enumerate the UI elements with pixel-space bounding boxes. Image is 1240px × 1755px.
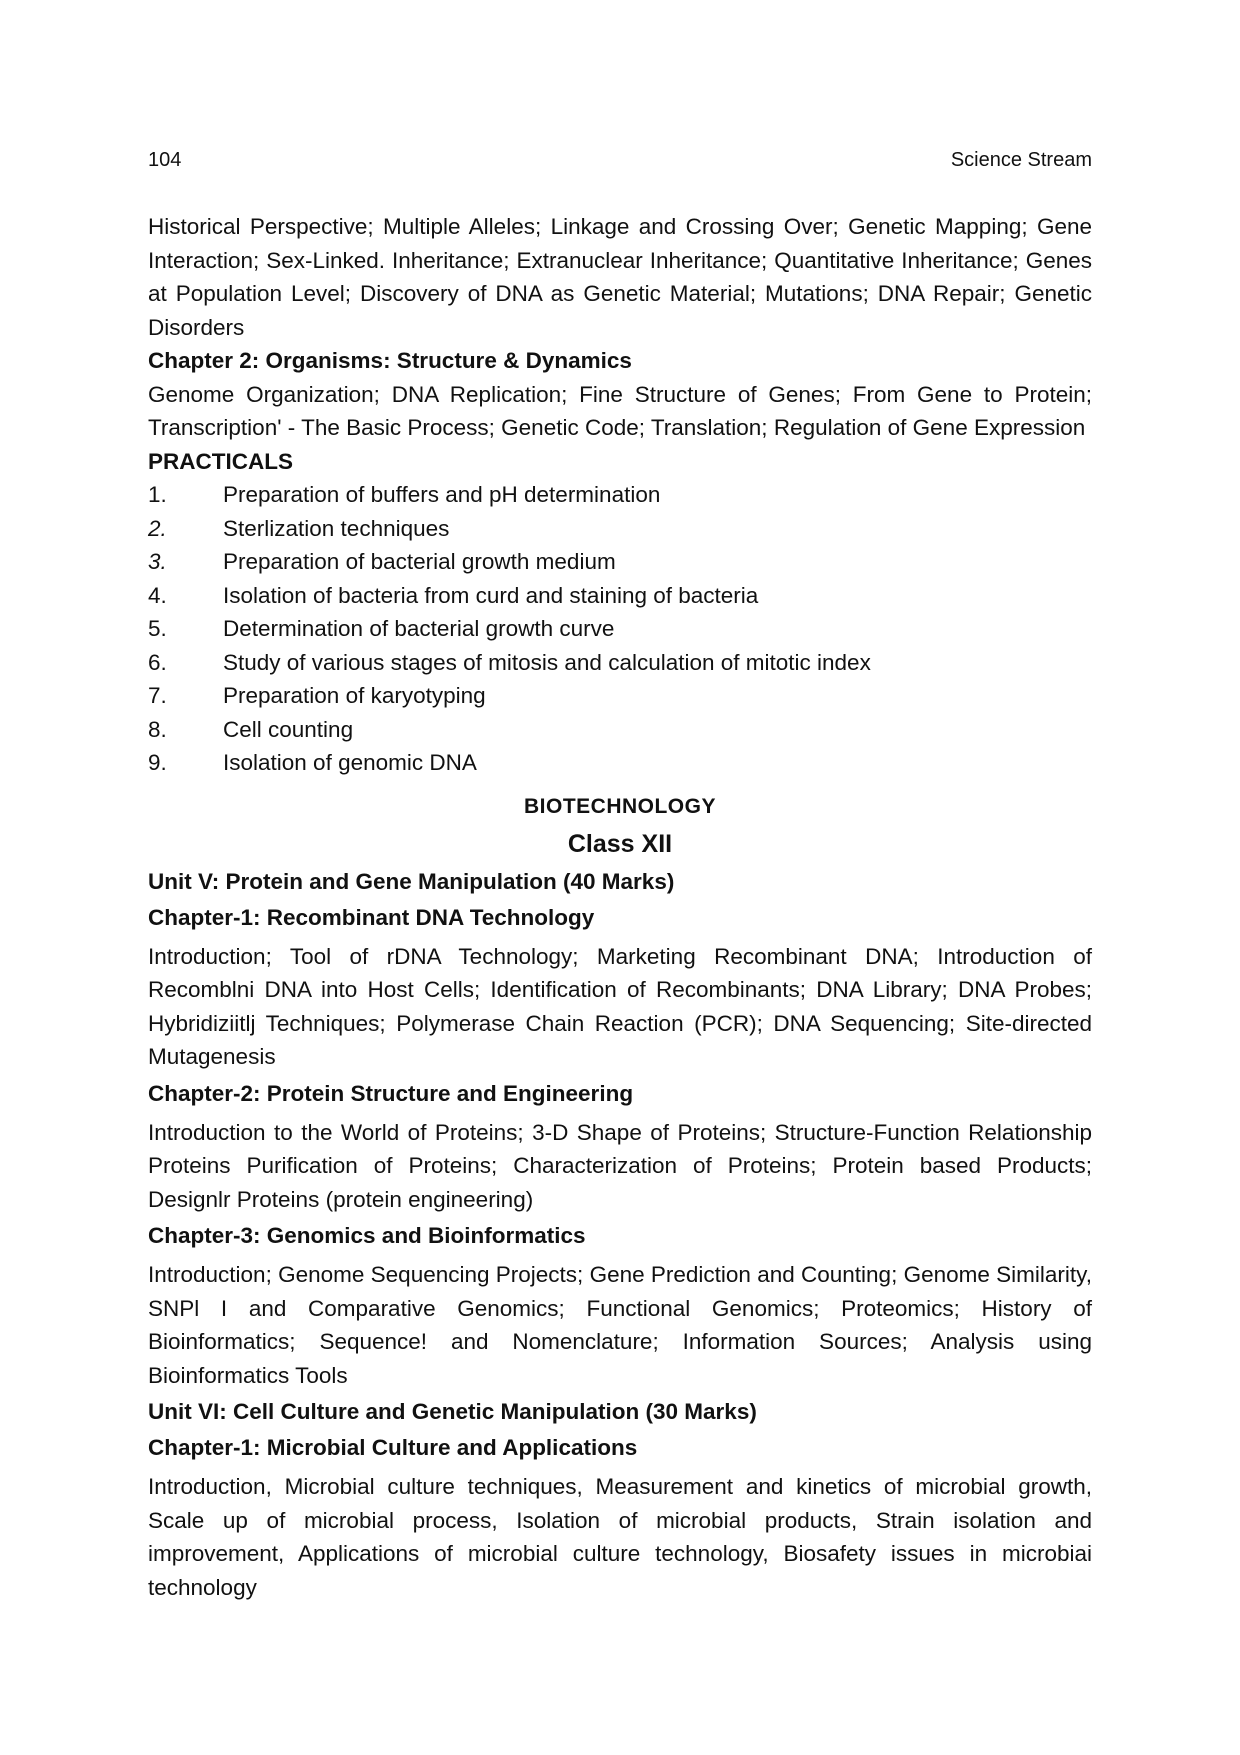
list-text: Preparation of karyotyping — [223, 683, 486, 708]
unit-6-chapter-1-title: Chapter-1: Microbial Culture and Applications — [148, 1435, 638, 1460]
list-item — [148, 679, 1092, 713]
unit-5-chapter-1-title: Chapter-1: Recombinant DNA Technology — [148, 904, 595, 930]
list-item — [148, 545, 1092, 579]
list-item — [148, 478, 1092, 512]
list-item — [148, 579, 1092, 613]
unit-6-chapter-1-text: Introduction, Microbial culture techniques, Measurement and kinetics of microbial growth, Scale up of microbial process, Isolation of microbial products, Strain isolation and improvement, Applications of microbial culture technology, Biosafety issues in microbiai technology — [148, 1474, 1092, 1600]
list-item — [148, 612, 1092, 646]
list-number: 5. — [148, 616, 167, 641]
list-number: 4. — [148, 582, 167, 608]
page-number: 104 — [148, 149, 182, 171]
list-text: Preparation of bacterial growth medium — [223, 549, 616, 574]
page-body — [148, 210, 1092, 1604]
list-number: 7. — [148, 683, 167, 708]
intro-paragraph: Historical Perspective; Multiple Alleles; Linkage and Crossing Over; Genetic Mapping; Gene Interaction; Sex-Linked. Inheritance; Extranuclear Inheritance; Quantitative Inheritance; Genes at Population Level; Discovery of DNA as Genetic Material; Mutations; DNA Repair; Genetic Disorders — [148, 214, 1092, 340]
list-item — [148, 713, 1092, 747]
list-text: Isolation of genomic DNA — [223, 750, 477, 775]
page-header — [148, 148, 1092, 172]
unit-5-title: Unit V: Protein and Gene Manipulation (40 Marks) — [148, 868, 675, 894]
unit-5-chapter-3-text: Introduction; Genome Sequencing Projects; Gene Prediction and Counting; Genome Similarity, SNPl I and Comparative Genomics; Functional Genomics; Proteomics; History of Bioinformatics; Sequence! and Nomenclature; Information Sources; Analysis using Bioinformatics Tools — [148, 1262, 1092, 1388]
list-number: 1. — [148, 482, 167, 507]
list-text: Determination of bacterial growth curve — [223, 616, 615, 641]
class-title: Class XII — [567, 829, 673, 858]
list-number: 9. — [148, 750, 167, 775]
list-number: 2. — [148, 515, 167, 541]
list-text: Study of various stages of mitosis and calculation of mitotic index — [223, 649, 871, 675]
list-number: 3. — [148, 549, 167, 574]
chapter-2-title: Chapter 2: Organisms: Structure & Dynamics — [148, 348, 632, 373]
list-item — [148, 646, 1092, 680]
unit-5-chapter-2-text: Introduction to the World of Proteins; 3-D Shape of Proteins; Structure-Function Relationship Proteins Purification of Proteins; Characterization of Proteins; Protein based Products; Designlr Proteins (protein engineering) — [148, 1119, 1092, 1212]
list-text: Sterlization techniques — [223, 515, 450, 541]
list-text: Preparation of buffers and pH determination — [223, 482, 661, 507]
subject-title: BIOTECHNOLOGY — [523, 794, 716, 818]
practicals-heading: PRACTICALS — [148, 448, 293, 474]
unit-5-chapter-1-text: Introduction; Tool of rDNA Technology; Marketing Recombinant DNA; Introduction of Recomblni DNA into Host Cells; Identification of Recombinants; DNA Library; DNA Probes; Hybridiziitlj Techniques; Polymerase Chain Reaction (PCR); DNA Sequencing; Site-directed Mutagenesis — [148, 943, 1092, 1069]
list-number: 6. — [148, 649, 167, 675]
chapter-2-text: Genome Organization; DNA Replication; Fine Structure of Genes; From Gene to Protein; Transcription' - The Basic Process; Genetic Code; Translation; Regulation of Gene Expression — [148, 381, 1092, 440]
list-text: Cell counting — [223, 716, 354, 742]
running-header-title: Science Stream — [950, 149, 1092, 171]
list-item — [148, 746, 1092, 780]
practicals-list — [148, 478, 1092, 780]
unit-5-chapter-3-title: Chapter-3: Genomics and Bioinformatics — [148, 1223, 586, 1248]
unit-5-chapter-2-title: Chapter-2: Protein Structure and Engineering — [148, 1080, 634, 1106]
unit-6-title: Unit VI: Cell Culture and Genetic Manipulation (30 Marks) — [148, 1399, 757, 1424]
list-item — [148, 512, 1092, 546]
list-number: 8. — [148, 716, 167, 742]
list-text: Isolation of bacteria from curd and staining of bacteria — [223, 582, 759, 608]
